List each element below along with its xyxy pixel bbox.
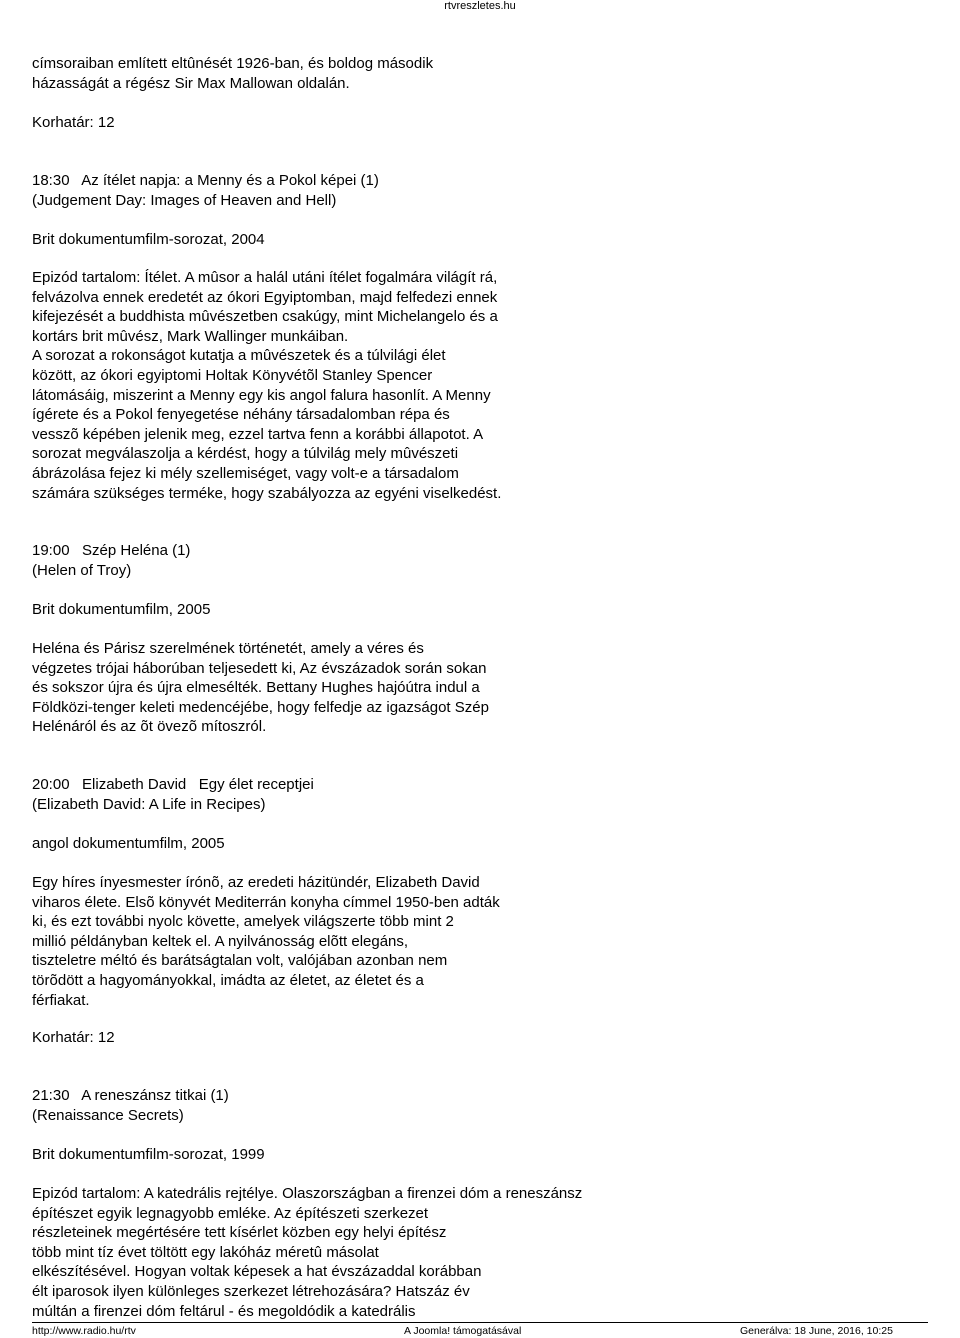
text-line: Földközi-tenger keleti medencéjébe, hogy felfedje az igazságot Szép bbox=[32, 698, 489, 716]
footer-joomla: A Joomla! támogatásával bbox=[404, 1325, 522, 1337]
text-line: és sokszor újra és újra elmesélték. Bettany Hughes hajóútra indul a bbox=[32, 679, 480, 697]
text-line: vesszõ képében jelenik meg, ezzel tartva fenn a korábbi állapotot. A bbox=[32, 425, 484, 443]
text-line: (Helen of Troy) bbox=[32, 561, 132, 579]
text-line: A sorozat a rokonságot kutatja a mûvészetek és a túlvilági élet bbox=[32, 347, 446, 365]
footer-generated: Generálva: 18 June, 2016, 10:25 bbox=[740, 1325, 893, 1337]
text-line: 21:30 A reneszánsz titkai (1) bbox=[32, 1087, 229, 1104]
text-line: 19:00 Szép Heléna (1) bbox=[32, 542, 191, 559]
text-line: viharos élete. Elsõ könyvét Mediterrán konyha címmel 1950-ben adták bbox=[32, 893, 500, 911]
text-line: Heléna és Párisz szerelmének történetét, amely a véres és bbox=[32, 640, 424, 657]
footer-url[interactable]: http://www.radio.hu/rtv bbox=[32, 1325, 136, 1337]
text-line: sorozat megválaszolja a kérdést, hogy a túlvilág mely mûvészeti bbox=[32, 445, 459, 463]
text-line: angol dokumentumfilm, 2005 bbox=[32, 835, 225, 852]
text-line: 20:00 Elizabeth David Egy élet receptjei bbox=[32, 776, 314, 793]
text-line: több mint tíz évet töltött egy lakóház méretû másolat bbox=[32, 1243, 379, 1261]
text-line: kifejezését a buddhista mûvészetben csakúgy, mint Michelangelo és a bbox=[32, 308, 498, 326]
text-line: Epizód tartalom: A katedrális rejtélye. Olaszországban a firenzei dóm a reneszánsz bbox=[32, 1185, 583, 1202]
text-line: törõdött a hagyományokkal, imádta az életet, az életet és a bbox=[32, 972, 424, 989]
text-line: Korhatár: 12 bbox=[32, 1029, 115, 1046]
text-line: ábrázolása fejez ki mély szellemiséget, vagy volt-e a társadalom bbox=[32, 465, 459, 482]
text-line: múltán a firenzei dóm feltárul - és megoldódik a katedrális bbox=[32, 1302, 416, 1320]
text-line: Epizód tartalom: Ítélet. A mûsor a halál utáni ítélet fogalmára világít rá, bbox=[32, 269, 498, 286]
text-line: felvázolva ennek eredetét az ókori Egyiptomban, majd felfedezi ennek bbox=[32, 288, 498, 306]
text-line: Brit dokumentumfilm-sorozat, 1999 bbox=[32, 1146, 265, 1163]
text-line: (Renaissance Secrets) bbox=[32, 1106, 184, 1124]
text-line: 18:30 Az ítélet napja: a Menny és a Pokol képei (1) bbox=[32, 172, 379, 189]
text-line: látomásáig, miszerint a Menny egy kis angol falura hasonlít. A Menny bbox=[32, 386, 491, 404]
text-line: (Judgement Day: Images of Heaven and Hell) bbox=[32, 191, 337, 209]
text-line: között, az ókori egyiptomi Holtak Könyvétõl Stanley Spencer bbox=[32, 367, 433, 384]
text-line: Egy híres ínyesmester írónõ, az eredeti házitündér, Elizabeth David bbox=[32, 874, 480, 891]
text-line: (Elizabeth David: A Life in Recipes) bbox=[32, 795, 266, 813]
text-line: címsoraiban említett eltûnését 1926-ban, és boldog második bbox=[32, 55, 434, 72]
text-line: tiszteletre méltó és barátságtalan volt, valójában azonban nem bbox=[32, 952, 448, 970]
text-line: kortárs brit mûvész, Mark Wallinger munkáiban. bbox=[32, 327, 349, 345]
text-line: építészet egyik legnagyobb emléke. Az építészeti szerkezet bbox=[32, 1204, 429, 1222]
text-line: részleteinek megértésére tett kísérlet közben egy helyi építész bbox=[32, 1224, 447, 1242]
text-line: férfiakat. bbox=[32, 991, 90, 1009]
text-line: számára szükséges terméke, hogy szabályozza az egyéni viselkedést. bbox=[32, 484, 502, 502]
text-line: Korhatár: 12 bbox=[32, 114, 115, 131]
text-line: elkészítésével. Hogyan voltak képesek a hat évszázaddal korábban bbox=[32, 1263, 482, 1281]
text-line: végzetes trójai háborúban teljesedett ki, Az évszázadok során sokan bbox=[32, 659, 487, 677]
text-line: házasságát a régész Sir Max Mallowan oldalán. bbox=[32, 74, 350, 92]
text-line: Brit dokumentumfilm, 2005 bbox=[32, 601, 211, 618]
text-line: Helénáról és az õt övezõ mítoszról. bbox=[32, 718, 267, 736]
text-line: Brit dokumentumfilm-sorozat, 2004 bbox=[32, 231, 265, 248]
site-header: rtvreszletes.hu bbox=[444, 0, 516, 12]
footer-divider bbox=[32, 1322, 928, 1323]
text-line: millió példányban keltek el. A nyilvánosság elõtt elegáns, bbox=[32, 932, 409, 950]
text-line: ki, és ezt további nyolc követte, amelyek világszerte több mint 2 bbox=[32, 913, 454, 931]
text-line: ígérete és a Pokol fenyegetése néhány társadalomban répa és bbox=[32, 406, 450, 424]
text-line: élt iparosok ilyen különleges szerkezet létrehozására? Hatszáz év bbox=[32, 1283, 470, 1300]
